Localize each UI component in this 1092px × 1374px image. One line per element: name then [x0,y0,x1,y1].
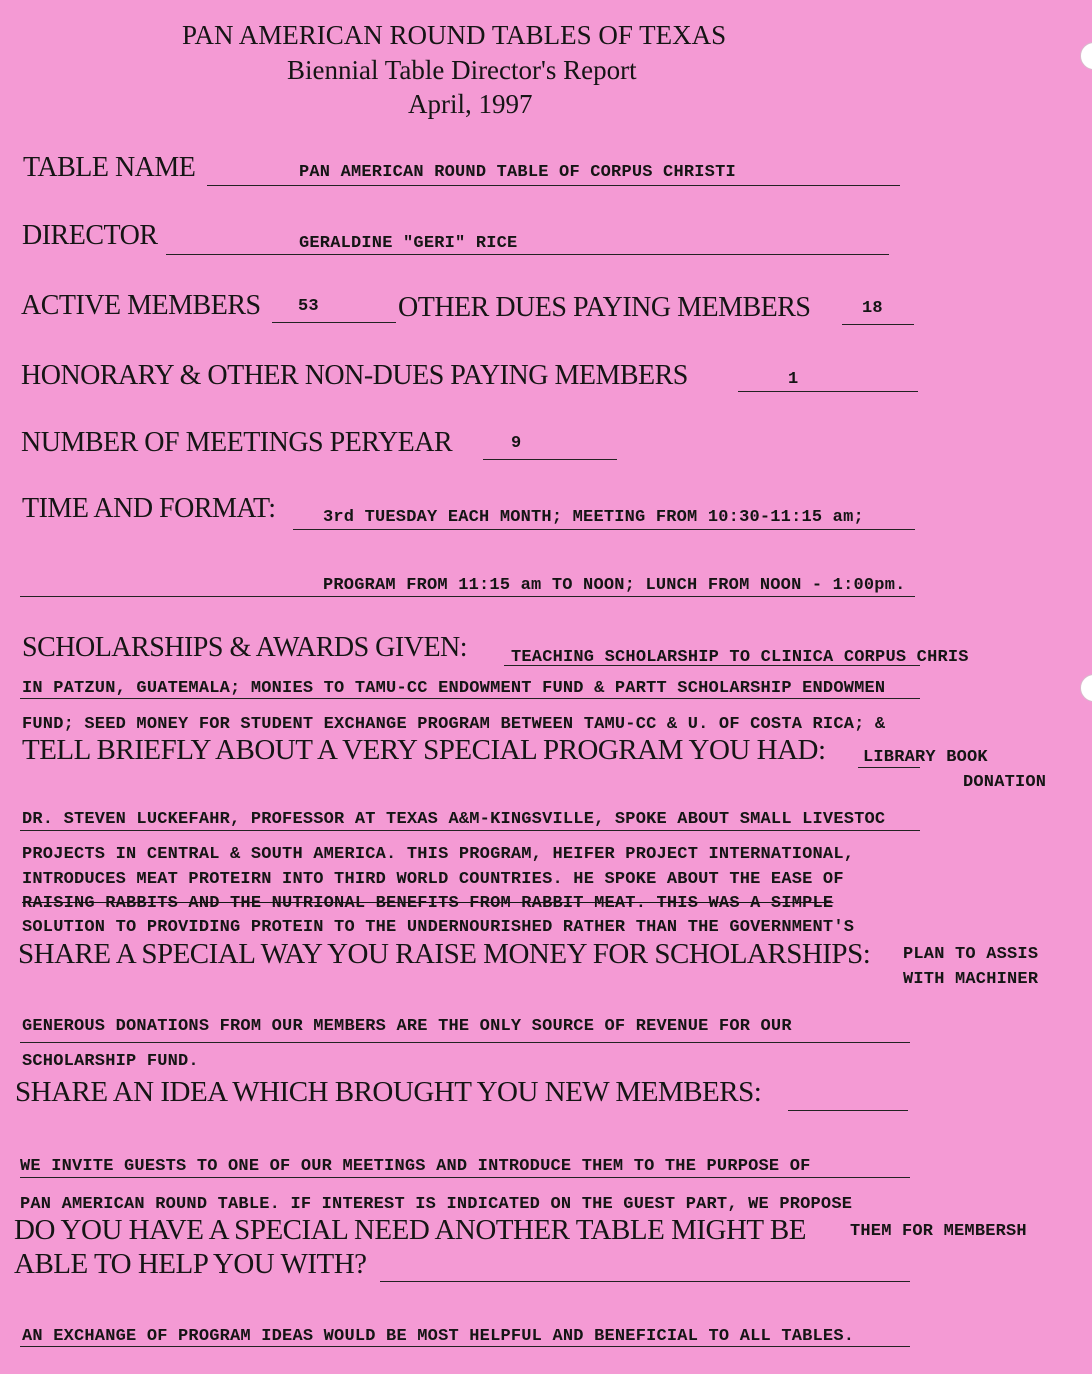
active-members-label: ACTIVE MEMBERS [21,290,261,321]
meetings-value: 9 [511,434,522,453]
punch-hole-middle [1080,674,1092,702]
raise-money-line1: PLAN TO ASSIS [903,945,1039,964]
special-program-line6: RAISING RABBITS AND THE NUTRIONAL BENEFITS FROM RABBIT MEAT. THIS WAS A SIMPLE [22,894,834,913]
special-program-line7: SOLUTION TO PROVIDING PROTEIN TO THE UNDERNOURISHED RATHER THAN THE GOVERNMENT'S [22,918,855,937]
honorary-value: 1 [788,370,799,389]
scholarships-line2: IN PATZUN, GUATEMALA; MONIES TO TAMU-CC ENDOWMENT FUND & PARTT SCHOLARSHIP ENDOWMEN [22,679,886,698]
meetings-label: NUMBER OF MEETINGS PERYEAR [21,427,453,458]
table-name-label: TABLE NAME [23,152,196,183]
raise-money-label: SHARE A SPECIAL WAY YOU RAISE MONEY FOR SCHOLARSHIPS: [18,938,871,970]
special-program-line1: LIBRARY BOOK [863,748,988,767]
director-label: DIRECTOR [22,220,158,251]
time-format-line2: PROGRAM FROM 11:15 am TO NOON; LUNCH FROM NOON - 1:00pm. [323,576,906,595]
report-org-title: PAN AMERICAN ROUND TABLES OF TEXAS [182,20,727,50]
scholarships-line3: FUND; SEED MONEY FOR STUDENT EXCHANGE PROGRAM BETWEEN TAMU-CC & U. OF COSTA RICA; & [22,715,886,734]
time-format-line1: 3rd TUESDAY EACH MONTH; MEETING FROM 10:30-11:15 am; [323,508,864,527]
other-dues-value: 18 [862,299,883,318]
report-subtitle: Biennial Table Director's Report [287,55,637,85]
active-members-value: 53 [298,297,319,316]
new-members-label: SHARE AN IDEA WHICH BROUGHT YOU NEW MEMBERS: [15,1076,762,1108]
raise-money-line4: SCHOLARSHIP FUND. [22,1052,199,1071]
raise-money-line2: WITH MACHINER [903,970,1039,989]
special-need-answer: AN EXCHANGE OF PROGRAM IDEAS WOULD BE MOST HELPFUL AND BENEFICIAL TO ALL TABLES. [22,1327,855,1346]
special-need-label-line2: ABLE TO HELP YOU WITH? [14,1248,367,1280]
special-program-line4: PROJECTS IN CENTRAL & SOUTH AMERICA. THIS PROGRAM, HEIFER PROJECT INTERNATIONAL, [22,845,855,864]
new-members-line3: THEM FOR MEMBERSH [850,1222,1027,1241]
special-program-line2: DONATION [963,773,1047,792]
scholarships-label: SCHOLARSHIPS & AWARDS GIVEN: [22,632,468,663]
raise-money-line3: GENEROUS DONATIONS FROM OUR MEMBERS ARE THE ONLY SOURCE OF REVENUE FOR OUR [22,1017,792,1036]
time-format-label: TIME AND FORMAT: [22,493,276,524]
director-value: GERALDINE "GERI" RICE [299,234,518,253]
special-need-label-line1: DO YOU HAVE A SPECIAL NEED ANOTHER TABLE MIGHT BE [14,1214,806,1246]
new-members-line1: WE INVITE GUESTS TO ONE OF OUR MEETINGS AND INTRODUCE THEM TO THE PURPOSE OF [20,1157,811,1176]
table-name-value: PAN AMERICAN ROUND TABLE OF CORPUS CHRISTI [299,163,736,182]
new-members-line2: PAN AMERICAN ROUND TABLE. IF INTEREST IS INDICATED ON THE GUEST PART, WE PROPOSE [20,1195,853,1214]
punch-hole-top [1080,42,1092,70]
special-program-line5: INTRODUCES MEAT PROTEIRN INTO THIRD WORLD COUNTRIES. HE SPOKE ABOUT THE EASE OF [22,870,844,889]
special-program-line3: DR. STEVEN LUCKEFAHR, PROFESSOR AT TEXAS A&M-KINGSVILLE, SPOKE ABOUT SMALL LIVESTOC [22,810,886,829]
report-date: April, 1997 [408,89,533,119]
honorary-label: HONORARY & OTHER NON-DUES PAYING MEMBERS [21,360,688,391]
other-dues-label: OTHER DUES PAYING MEMBERS [398,292,811,323]
special-program-label: TELL BRIEFLY ABOUT A VERY SPECIAL PROGRAM YOU HAD: [22,734,826,766]
scholarships-line1: TEACHING SCHOLARSHIP TO CLINICA CORPUS CHRIS [511,648,969,667]
